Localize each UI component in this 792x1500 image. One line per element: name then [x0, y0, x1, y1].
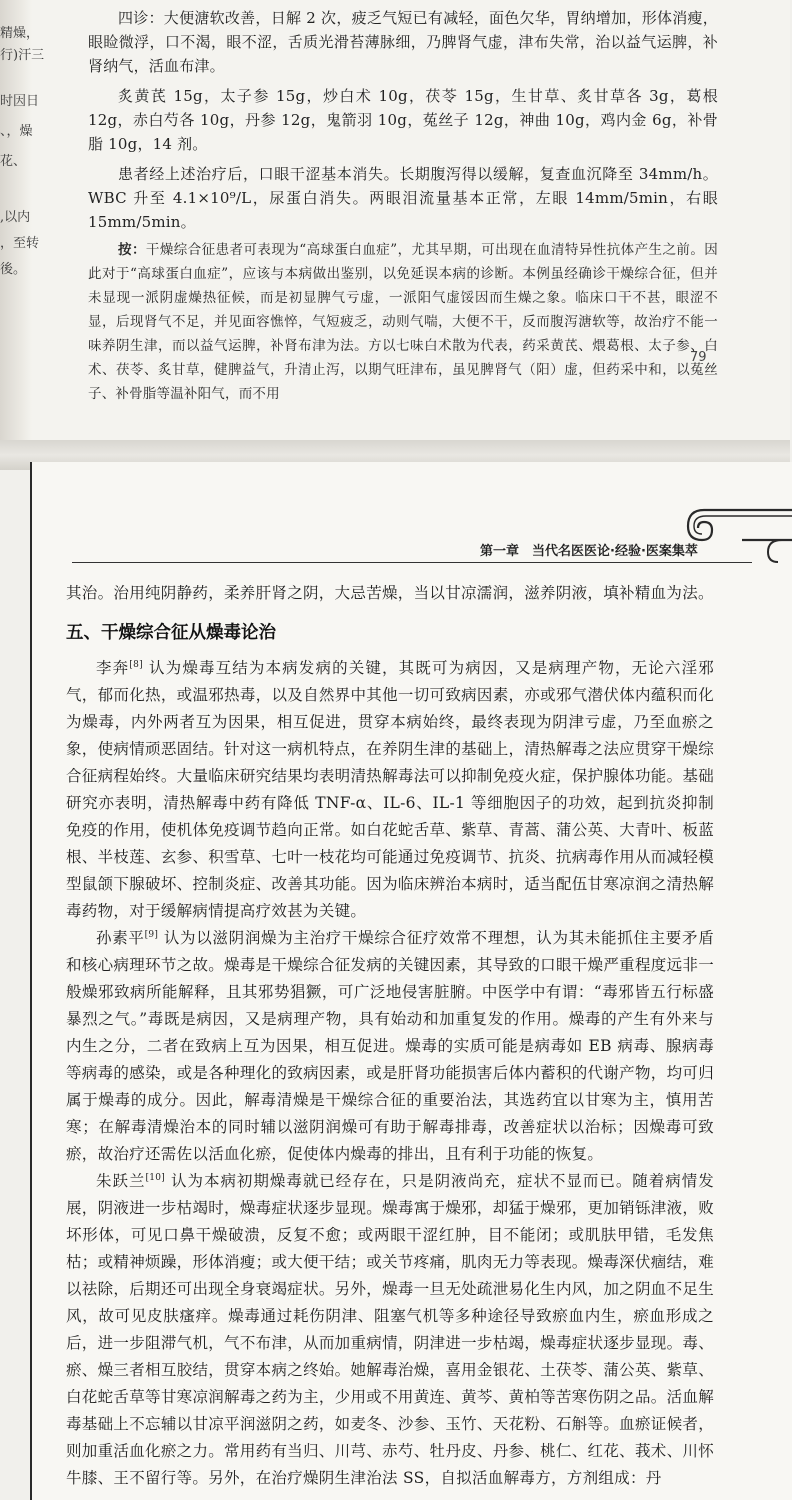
paragraph-sun-suping [66, 925, 714, 1168]
paragraph-fourth-visit: 四诊：大便溏软改善，日解 2 次，疲乏气短已有减轻，面色欠华，胃纳增加，形体消瘦，眼睑微浮，口不渴，眼不涩，舌质光滑苔薄脉细，乃脾肾气虚，津布失常，治以益气运脾，补肾纳气，活血布津。 [88, 9, 718, 75]
margin-fragment: 、，燥 [0, 124, 33, 139]
header-rule [72, 562, 752, 563]
scroll-ornament-icon [682, 502, 792, 566]
margin-fragment: 精燥， [0, 26, 40, 41]
bottom-page-body [66, 580, 714, 1492]
margin-fragment: 时因日 [0, 94, 40, 109]
author-name: 朱跃兰 [96, 1172, 146, 1190]
commentary-note [88, 238, 718, 406]
bottom-page [30, 462, 792, 1500]
paragraph-text: 认为以滋阴润燥为主治疗干燥综合征疗效常不理想，认为其未能抓住主要矛盾和核心病理环节之故。燥毒是干燥综合征发病的关键因素，其导致的口眼干燥严重程度远非一般燥邪致病所能解释，且其邪势猖獗，可广泛地侵害脏腑。中医学中有谓：“毒邪皆五行标盛暴烈之气。”毒既是病因，又是病理产物，具有始动和加重复发的作用。燥毒的产生有外来与内生之分，二者在致病上互为因果，相互促进。燥毒的实质可能是病毒如 EB 病毒、腺病毒等病毒的感染，或是各种理化的致病因素，或是肝肾功能损害后体内蓄积的代谢产物，均可归属于燥毒的成分。因此，解毒清燥是干燥综合征的重要治法，其选药宜以甘寒为主，慎用苦寒；在解毒清燥治本的同时辅以滋阴润燥可有助于解毒排毒，改善症状以治标；因燥毒可致瘀，故治疗还需佐以活血化瘀，促使体内燥毒的排出，且有利于功能的恢复。 [66, 929, 714, 1163]
margin-fragment: 行)汗三 [0, 48, 45, 63]
margin-fragment: ,以内 [0, 210, 31, 225]
section-heading: 五、干燥综合征从燥毒论治 [66, 623, 276, 643]
commentary-lead: 按： [118, 242, 146, 258]
author-name: 李奔 [96, 659, 130, 677]
citation-ref: [8] [129, 659, 143, 670]
adjacent-page-edge [0, 0, 45, 440]
paragraph-li-ben [66, 655, 714, 925]
citation-ref: [9] [144, 929, 159, 940]
commentary-text: 干燥综合征患者可表现为“高球蛋白血症”，尤其早期，可出现在血清特异性抗体产生之前。因此对于“高球蛋白血症”，应该与本病做出鉴别，以免延误本病的诊断。本例虽经确诊干燥综合征，但并未显现一派阴虚燥热征候，而是初显脾气亏虚，一派阳气虚馁因而生燥之象。临床口干不甚，眼涩不显，后现肾气不足，并见面容憔悴，气短疲乏，动则气喘，大便不干，反而腹泻溏软等，故治疗不能一味养阴生津，而以益气运脾，补肾布津为法。方以七味白术散为代表，药采黄芪、煨葛根、太子参、白术、茯苓、炙甘草，健脾益气，升清止泻，以期气旺津布，虽见脾肾气（阳）虚，但药采中和，以菟丝子、补骨脂等温补阳气，而不用 [88, 242, 718, 402]
margin-fragment: 花、 [0, 154, 27, 169]
author-name: 孙素平 [96, 929, 145, 947]
citation-ref: [10] [145, 1172, 166, 1183]
paragraph-text: 认为本病初期燥毒就已经存在，只是阴液尚充，症状不显而已。随着病情发展，阴液进一步枯竭时，燥毒症状逐步显现。燥毒寓于燥邪，却猛于燥邪，更加销铄津液，败坏形体，可见口鼻干燥破溃，反复不愈；或两眼干涩红肿，目不能闭；或肌肤甲错，毛发焦枯；或精神烦躁，形体消瘦；或大便干结；或关节疼痛，肌肉无力等表现。燥毒深伏痼结，难以祛除，后期还可出现全身衰竭症状。另外，燥毒一旦无处疏泄易化生内风，加之阴血不足生风，故可见皮肤瘙痒。燥毒通过耗伤阴津、阻塞气机等多种途径导致瘀血内生，瘀血形成之后，进一步阻滞气机，气不布津，从而加重病情，阴津进一步枯竭，燥毒症状逐步显现。毒、瘀、燥三者相互胶结，贯穿本病之终始。她解毒治燥，喜用金银花、土茯苓、蒲公英、紫草、白花蛇舌草等甘寒凉润解毒之药为主，少用或不用黄连、黄芩、黄柏等苦寒伤阴之品。活血解毒基础上不忘辅以甘凉平润滋阴之药，如麦冬、沙参、玉竹、天花粉、石斛等。血瘀证候者，则加重活血化瘀之力。常用药有当归、川芎、赤芍、牡丹皮、丹参、桃仁、红花、莪术、川怀牛膝、王不留行等。另外，在治疗燥阴生津治法 SS，自拟活血解毒方，方剂组成：丹 [66, 1172, 715, 1487]
margin-fragment: 後。 [0, 262, 27, 277]
paragraph-text: 认为燥毒互结为本病发病的关键，其既可为病因，又是病理产物，无论六淫邪气，郁而化热，或温邪热毒，以及自然界中其他一切可致病因素，亦或邪气潜伏体内蕴积而化为燥毒，内外两者互为因果，相互促进，贯穿本病始终，最终表现为阴津亏虚，乃至血瘀之象，使病情顽恶固结。针对这一病机特点，在养阴生津的基础上，清热解毒之法应贯穿干燥综合征病程始终。大量临床研究结果均表明清热解毒法可以抑制免疫火症，保护腺体功能。基础研究亦表明，清热解毒中药有降低 TNF-α、IL-6、IL-1 等细胞因子的功效，起到抗炎抑制免疫的作用，使机体免疫调节趋向正常。如白花蛇舌草、紫草、青蒿、蒲公英、大青叶、板蓝根、半枝莲、玄参、积雪草、七叶一枝花均可能通过免疫调节、抗炎、抗病毒作用从而减轻模型鼠颌下腺破坏、控制炎症、改善其功能。因为临床辨治本病时，适当配伍甘寒凉润之清热解毒药物，对于缓解病情提高疗效甚为关键。 [66, 659, 715, 920]
paragraph-outcome: 患者经上述治疗后，口眼干涩基本消失。长期腹泻得以缓解，复查血沉降至 34mm/h。WBC 升至 4.1×10⁹/L，尿蛋白消失。两眼泪流量基本正常，左眼 14mm/5min，右眼 15mm/5min。 [88, 165, 718, 231]
paragraph-zhu-yuelan [66, 1168, 714, 1492]
page-number: 79 [690, 350, 707, 365]
paragraph-prescription: 炙黄芪 15g，太子参 15g，炒白术 10g，茯苓 15g，生甘草、炙甘草各 3g，葛根 12g，赤白芍各 10g，丹参 12g，鬼箭羽 10g，菟丝子 12g，神曲 10g，鸡内金 6g，补骨脂 10g，14 剂。 [88, 87, 718, 153]
top-page [0, 0, 790, 440]
top-page-body [88, 0, 718, 406]
opening-line: 其治。治用纯阴静药，柔养肝肾之阴，大忌苦燥，当以甘凉濡润，滋养阴液，填补精血为法。 [66, 584, 714, 602]
running-header-chapter-title: 第一章 当代名医医论·经验·医案集萃 [480, 544, 698, 559]
margin-fragment: ，至转 [0, 236, 40, 251]
